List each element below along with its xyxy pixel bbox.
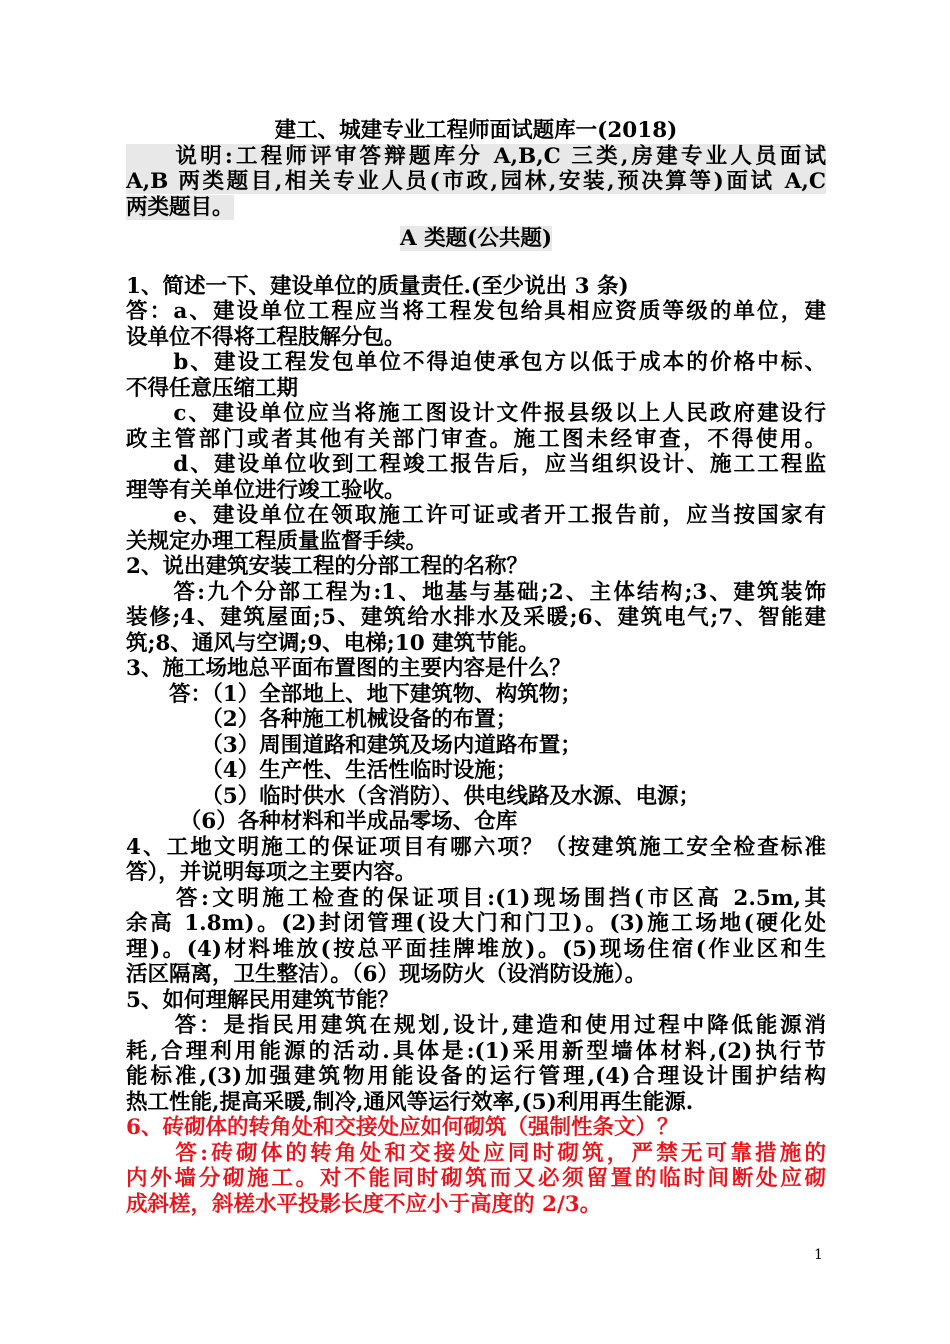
document-title <box>126 118 826 144</box>
body-line: 答），并说明每项之主要内容。 <box>126 860 417 885</box>
body-line: 答：（1）全部地上、地下建筑物、构筑物； <box>126 681 582 707</box>
intro-line-1-text: 说明:工程师评审答辩题库分 A,B,C 三类,房建专业人员面试 <box>126 143 826 169</box>
body-line: （6）各种材料和半成品零场、仓库 <box>126 809 518 834</box>
body-line: 耗,合理利用能源的活动.具体是:(1)采用新型墙体材料,(2)执行节 <box>126 1038 826 1064</box>
intro-block <box>126 144 826 221</box>
document-content <box>126 118 826 1217</box>
body-line: 答:砖砌体的转角处和交接处应同时砌筑，严禁无可靠措施的 <box>126 1140 826 1166</box>
document-title-text: 建工、城建专业工程师面试题库一(2018) <box>274 118 678 143</box>
body-line: （2）各种施工机械设备的布置； <box>126 707 518 732</box>
body-line: c、建设单位应当将施工图设计文件报县级以上人民政府建设行 <box>126 401 826 426</box>
body-line: 6、砖砌体的转角处和交接处应如何砌筑（强制性条文）？ <box>126 1115 679 1140</box>
body-line: 关规定办理工程质量监督手续。 <box>126 528 428 554</box>
section-heading <box>126 226 826 252</box>
body-line: 答:九个分部工程为:1、地基与基础;2、主体结构;3、建筑装饰 <box>126 579 826 605</box>
section-heading-text: A 类题(公共题) <box>399 226 552 251</box>
body-line: e、建设单位在领取施工许可证或者开工报告前，应当按国家有 <box>126 503 826 528</box>
body-line: 答：是指民用建筑在规划,设计,建造和使用过程中降低能源消 <box>126 1013 826 1038</box>
body-line: 筑;8、通风与空调;9、电梯;10 建筑节能。 <box>126 630 540 656</box>
body-line: 热工性能,提高采暖,制冷,通风等运行效率,(5)利用再生能源. <box>126 1089 694 1115</box>
intro-line-2 <box>126 169 826 195</box>
intro-line-3-text: 两类题目。 <box>126 194 234 220</box>
body-line: 答:文明施工检查的保证项目:(1)现场围挡(市区高 2.5m,其 <box>126 885 826 911</box>
body-line: 5、如何理解民用建筑节能？ <box>126 987 399 1013</box>
body-line: （4）生产性、生活性临时设施； <box>126 758 518 783</box>
body-line: 4、工地文明施工的保证项目有哪六项？（按建筑施工安全检查标准 <box>126 834 826 860</box>
body-line: （5）临时供水（含消防）、供电线路及水源、电源； <box>126 783 700 809</box>
body-line: 答：a、建设单位工程应当将工程发包给具相应资质等级的单位，建 <box>126 299 826 324</box>
body-line: 余高 1.8m)。(2)封闭管理(设大门和门卫)。(3)施工场地(硬化处 <box>126 911 826 936</box>
body-line: 1、简述一下、建设单位的质量责任.(至少说出 3 条) <box>126 273 629 299</box>
intro-line-1 <box>126 144 826 170</box>
body-line: d、建设单位收到工程竣工报告后，应当组织设计、施工工程监 <box>126 452 826 477</box>
body-line: 2、说出建筑安装工程的分部工程的名称？ <box>126 554 528 579</box>
body-line: b、建设工程发包单位不得迫使承包方以低于成本的价格中标、 <box>126 350 826 375</box>
body-line: 政主管部门或者其他有关部门审查。施工图未经审查，不得使用。 <box>126 426 826 452</box>
intro-line-3 <box>126 195 826 221</box>
section-gap <box>126 252 826 274</box>
body-line: 活区隔离，卫生整洁）。（6）现场防火（设消防设施）。 <box>126 962 647 987</box>
body-line: 设单位不得将工程肢解分包。 <box>126 324 406 350</box>
body-line: （3）周围道路和建筑及场内道路布置； <box>126 732 582 758</box>
body-line: 理)。(4)材料堆放(按总平面挂牌堆放)。(5)现场住宿(作业区和生 <box>126 936 826 962</box>
body-line: 理等有关单位进行竣工验收。 <box>126 477 406 503</box>
body-line: 成斜槎，斜槎水平投影长度不应小于高度的 2/3。 <box>126 1191 602 1217</box>
body-line: 3、施工场地总平面布置图的主要内容是什么？ <box>126 656 571 681</box>
body-lines <box>126 274 826 1218</box>
body-line: 装修;4、建筑屋面;5、建筑给水排水及采暖;6、建筑电气;7、智能建 <box>126 605 826 630</box>
intro-line-2-text: A,B 两类题目,相关专业人员(市政,园林,安装,预决算等)面试 A,C <box>126 169 826 194</box>
body-line: 不得任意压缩工期 <box>126 375 299 401</box>
body-line: 能标准,(3)加强建筑物用能设备的运行管理,(4)合理设计围护结构 <box>126 1064 826 1089</box>
body-line: 内外墙分砌施工。对不能同时砌筑而又必须留置的临时间断处应砌 <box>126 1166 826 1191</box>
page-number: 1 <box>814 1247 823 1263</box>
